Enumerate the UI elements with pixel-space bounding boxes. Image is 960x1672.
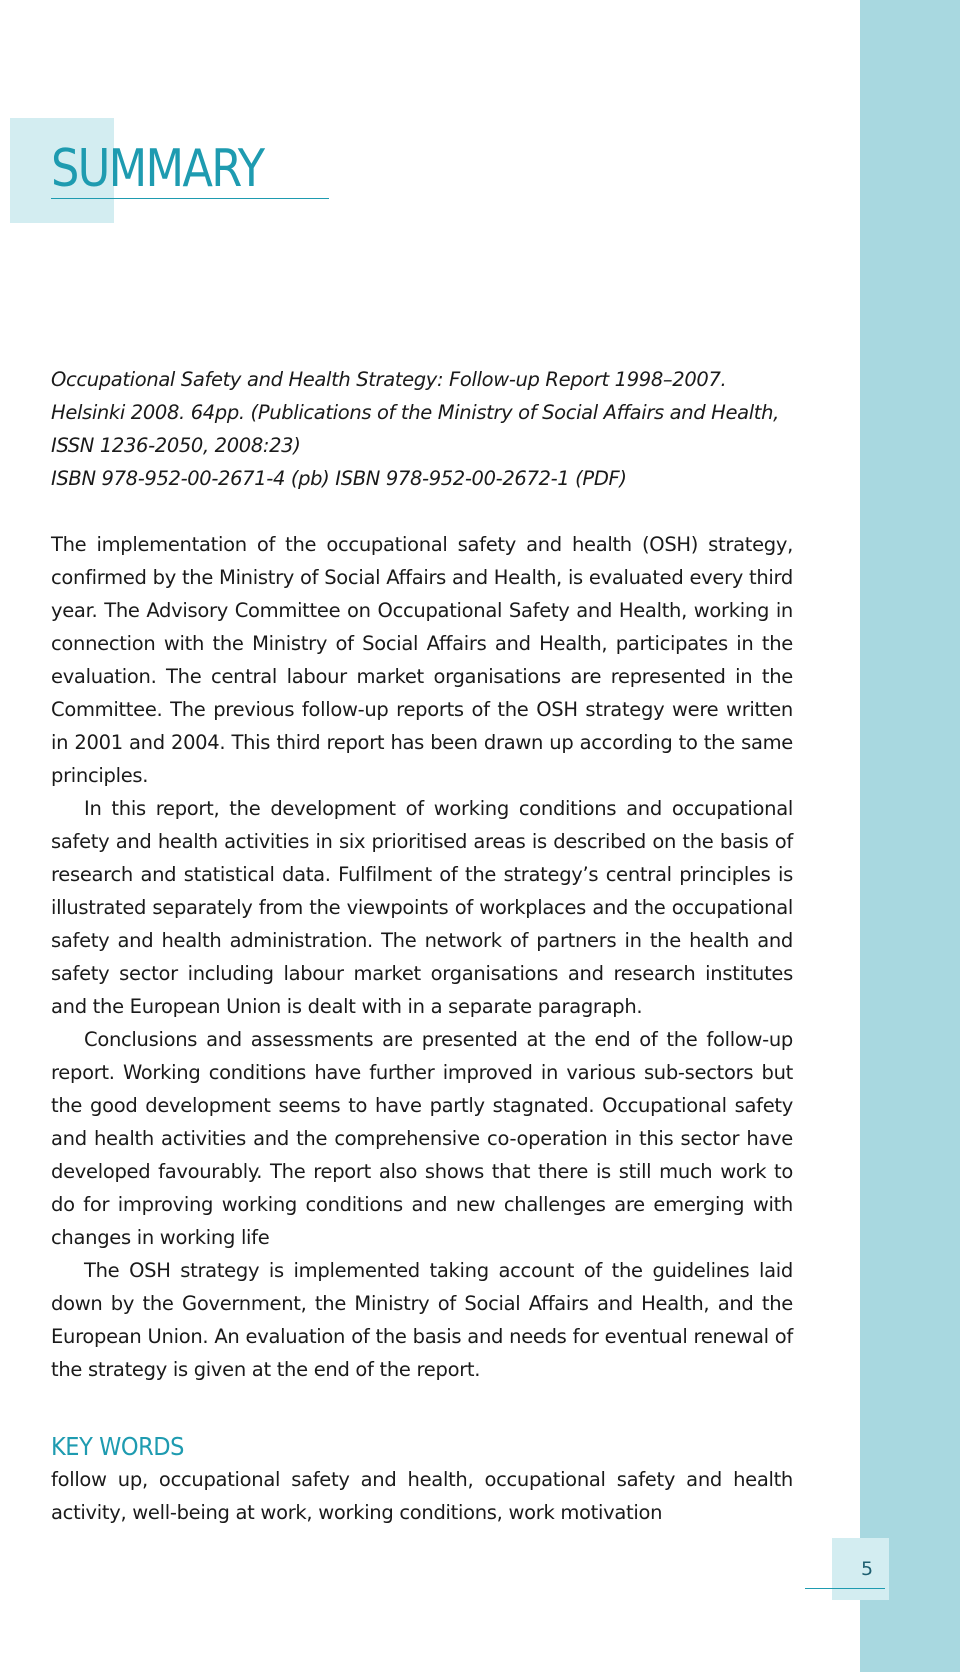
citation-line: Occupational Safety and Health Strategy: Follow-up Report 1998–2007. (51, 368, 727, 391)
body-paragraph: The OSH strategy is implemented taking account of the guidelines laid down by the Government, the Ministry of Social Affairs and Health, and the European Union. An evaluation of the basis and needs for eventual renewal of the strategy is given at the end of the report. (51, 1259, 793, 1381)
body-paragraph: In this report, the development of working conditions and occupational safety and health activities in six prioritised areas is described on the basis of research and statistical data. Fulfilment of the strategy’s central principles is illustrated separately from the viewpoints of workplaces and the occupational safety and health administration. The network of partners in the health and safety sector including labour market organisations and research institutes and the European Union is dealt with in a separate paragraph. (51, 797, 793, 1018)
citation-line: ISSN 1236-2050, 2008:23) (51, 434, 301, 457)
summary-body (51, 528, 793, 1386)
page-number-underline (805, 1588, 885, 1589)
citation (51, 363, 793, 495)
keywords-heading: KEY WORDS (51, 1432, 185, 1461)
body-paragraph: The implementation of the occupational safety and health (OSH) strategy, confirmed by the Ministry of Social Affairs and Health, is evaluated every third year. The Advisory Committee on Occupational Safety and Health, working in connection with the Ministry of Social Affairs and Health, participates in the evaluation. The central labour market organisations are represented in the Committee. The previous follow-up reports of the OSH strategy were written in 2001 and 2004. This third report has been drawn up according to the same principles. (51, 533, 793, 787)
body-paragraph: Conclusions and assessments are presented at the end of the follow-up report. Working conditions have further improved in various sub-sectors but the good development seems to have partly stagnated. Occupational safety and health activities and the comprehensive co-operation in this sector have developed favourably. The report also shows that there is still much work to do for improving working conditions and new challenges are emerging with changes in working life (51, 1028, 793, 1249)
keywords-text: follow up, occupational safety and health, occupational safety and health activity, well-being at work, working conditions, work motivation (51, 1468, 793, 1524)
page-title: SUMMARY (51, 139, 264, 199)
title-underline (51, 198, 329, 199)
page-number: 5 (860, 1558, 874, 1580)
main-content (51, 363, 793, 1529)
citation-line: Helsinki 2008. 64pp. (Publications of the Ministry of Social Affairs and Health, (51, 401, 779, 424)
side-color-band (860, 0, 960, 1672)
citation-line: ISBN 978-952-00-2671-4 (pb) ISBN 978-952-00-2672-1 (PDF) (51, 467, 627, 490)
